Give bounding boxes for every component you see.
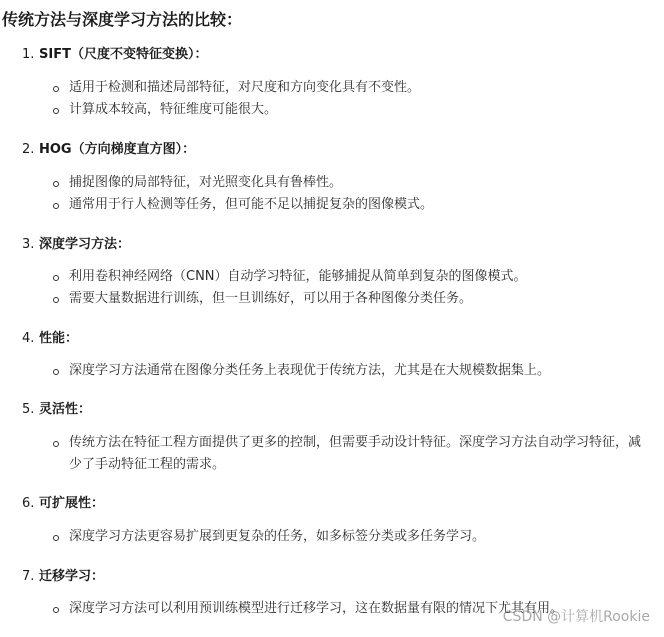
list-item <box>53 266 527 288</box>
section-number: 1. <box>22 47 35 62</box>
list-item-text: 传统方法在特征工程方面提供了更多的控制，但需要手动设计特征。深度学习方法自动学习特征，减少了手动特征工程的需求。 <box>69 435 642 472</box>
bullet-circle-icon <box>53 275 59 281</box>
list-item <box>53 526 485 548</box>
section-title: 性能： <box>39 331 79 346</box>
list-item <box>53 77 420 99</box>
list-item <box>53 194 433 216</box>
list-item-text: 深度学习方法可以利用预训练模型进行迁移学习，这在数据量有限的情况下尤其有用。 <box>69 601 564 616</box>
list-item-text: 深度学习方法通常在图像分类任务上表现优于传统方法，尤其是在大规模数据集上。 <box>69 363 551 378</box>
section-title: HOG（方向梯度直方图）： <box>39 142 196 157</box>
section-number: 5. <box>22 402 35 417</box>
section-title: SIFT（尺度不变特征变换）： <box>39 47 208 62</box>
section-heading-deep-learning <box>22 233 130 252</box>
section-heading-scalability <box>22 492 104 511</box>
section-number: 7. <box>22 569 35 584</box>
list-item-text: 利用卷积神经网络（CNN）自动学习特征，能够捕捉从简单到复杂的图像模式。 <box>69 269 527 284</box>
section-number: 6. <box>22 496 35 511</box>
section-title: 灵活性： <box>39 402 92 417</box>
list-item <box>53 99 277 121</box>
bullet-circle-icon <box>53 203 59 209</box>
list-item-text: 适用于检测和描述局部特征，对尺度和方向变化具有不变性。 <box>69 80 421 95</box>
section-title: 可扩展性： <box>39 496 105 511</box>
page-title: 传统方法与深度学习方法的比较： <box>2 10 243 29</box>
section-number: 3. <box>22 237 35 252</box>
list-item-text: 深度学习方法更容易扩展到更复杂的任务，如多标签分类或多任务学习。 <box>69 529 486 544</box>
section-heading-flexibility <box>22 398 91 417</box>
bullet-circle-icon <box>53 369 59 375</box>
bullet-circle-icon <box>53 535 59 541</box>
list-item-text: 捕捉图像的局部特征，对光照变化具有鲁棒性。 <box>69 175 343 190</box>
section-heading-hog <box>22 138 195 157</box>
bullet-circle-icon <box>53 607 59 613</box>
list-item-text: 需要大量数据进行训练，但一旦训练好，可以用于各种图像分类任务。 <box>69 291 473 306</box>
bullet-circle-icon <box>53 86 59 92</box>
bullet-circle-icon <box>53 441 59 447</box>
list-item <box>53 288 472 310</box>
section-heading-transfer-learning <box>22 565 104 584</box>
list-item-text: 通常用于行人检测等任务，但可能不足以捕捉复杂的图像模式。 <box>69 197 434 212</box>
bullet-circle-icon <box>53 297 59 303</box>
list-item <box>53 598 563 620</box>
list-item <box>53 432 649 476</box>
bullet-circle-icon <box>53 181 59 187</box>
list-item-text: 计算成本较高，特征维度可能很大。 <box>69 102 278 117</box>
section-heading-sift <box>22 43 207 62</box>
section-number: 4. <box>22 331 35 346</box>
section-title: 深度学习方法： <box>39 237 131 252</box>
section-number: 2. <box>22 142 35 157</box>
watermark: CSDN @计算机Rookie <box>502 609 650 625</box>
list-item <box>53 172 342 194</box>
section-title: 迁移学习： <box>39 569 105 584</box>
bullet-circle-icon <box>53 108 59 114</box>
section-heading-performance <box>22 327 78 346</box>
list-item <box>53 360 550 382</box>
